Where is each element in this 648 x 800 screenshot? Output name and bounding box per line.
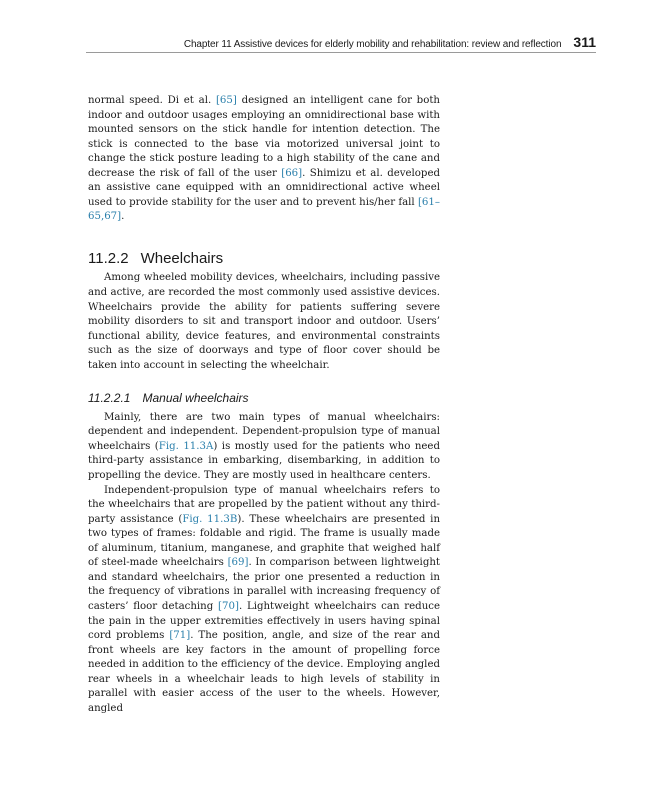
- running-title: Chapter 11 Assistive devices for elderly mobility and rehabilitation: review and reflection: [183, 39, 562, 50]
- citation-link[interactable]: [61–65,67]: [88, 196, 440, 223]
- citation-link[interactable]: [65]: [215, 95, 237, 106]
- citation-link[interactable]: [71]: [169, 630, 191, 642]
- paragraph-wheelchairs: Among wheeled mobility devices, wheelchairs, including passive and active, are recorded the most commonly used assistive devices. Wheelchairs provide the ability for patients suffering severe mobility disorders to sit and transport indoor and outdoor. Users’ functional ability, device features, and environmental constraints such as the size of doorways and type of floor cover should be taken into account in selecting the wheelchair.: [88, 272, 440, 371]
- section-number: 11.2.2: [88, 249, 129, 267]
- page-header: [86, 34, 596, 53]
- figure-link[interactable]: Fig. 11.3A: [158, 440, 214, 452]
- figure-link[interactable]: Fig. 11.3B: [182, 513, 238, 525]
- page-body: [88, 94, 440, 716]
- page-number: 311: [573, 34, 596, 50]
- section-title: Wheelchairs: [140, 249, 224, 267]
- paragraph-manual-types: Mainly, there are two main types of manual wheelchairs: dependent and independent. Dependent-propulsion type of manual wheelchairs (Fig. 11.3A) is mostly used for the patients who need third-party assistance in embarking, disembarking, in addition to propelling the device. They are mostly used in healthcare centers.: [88, 411, 440, 482]
- citation-link[interactable]: [66]: [281, 167, 303, 179]
- paragraph-independent-propulsion: Independent-propulsion type of manual wheelchairs refers to the wheelchairs that are propelled by the patient without any third-party assistance (Fig. 11.3B). These wheelchairs are presented in two types of frames: foldable and rigid. The frame is usually made of aluminum, titanium, manganese, and graphite that weighed half of steel-made wheelchairs [69]. In comparison between lightweight and standard wheelchairs, the prior one presented a reduction in the frequency of vibrations in parallel with increasing frequency of casters’ floor detaching [70]. Lightweight wheelchairs can reduce the pain in the upper extremities effectively in users having spinal cord problems [71]. The position, angle, and size of the rear and front wheels are key factors in the amount of propelling force needed in addition to the efficiency of the device. Employing angled rear wheels in a wheelchair leads to high levels of stability in parallel with easier access of the user to the wheels. However, angled: [88, 484, 441, 714]
- subsection-title: Manual wheelchairs: [142, 391, 249, 406]
- citation-link[interactable]: [69]: [227, 557, 249, 569]
- subsection-heading: [88, 391, 440, 406]
- subsection-number: 11.2.2.1: [88, 391, 131, 406]
- citation-link[interactable]: [70]: [218, 600, 239, 612]
- paragraph-cane: normal speed. Di et al. [65] designed an intelligent cane for both indoor and outdoor usages employing an omnidirectional base with mounted sensors on the stick handle for intention detection. The stick is connected to the base via motorized universal joint to change the stick posture leading to a high stability of the cane and decrease the risk of fall of the user [66]. Shimizu et al. developed an assistive cane equipped with an omnidirectional active wheel used to provide stability for the user and to prevent his/her fall [61–65,67].: [88, 95, 440, 223]
- section-heading: [88, 249, 440, 267]
